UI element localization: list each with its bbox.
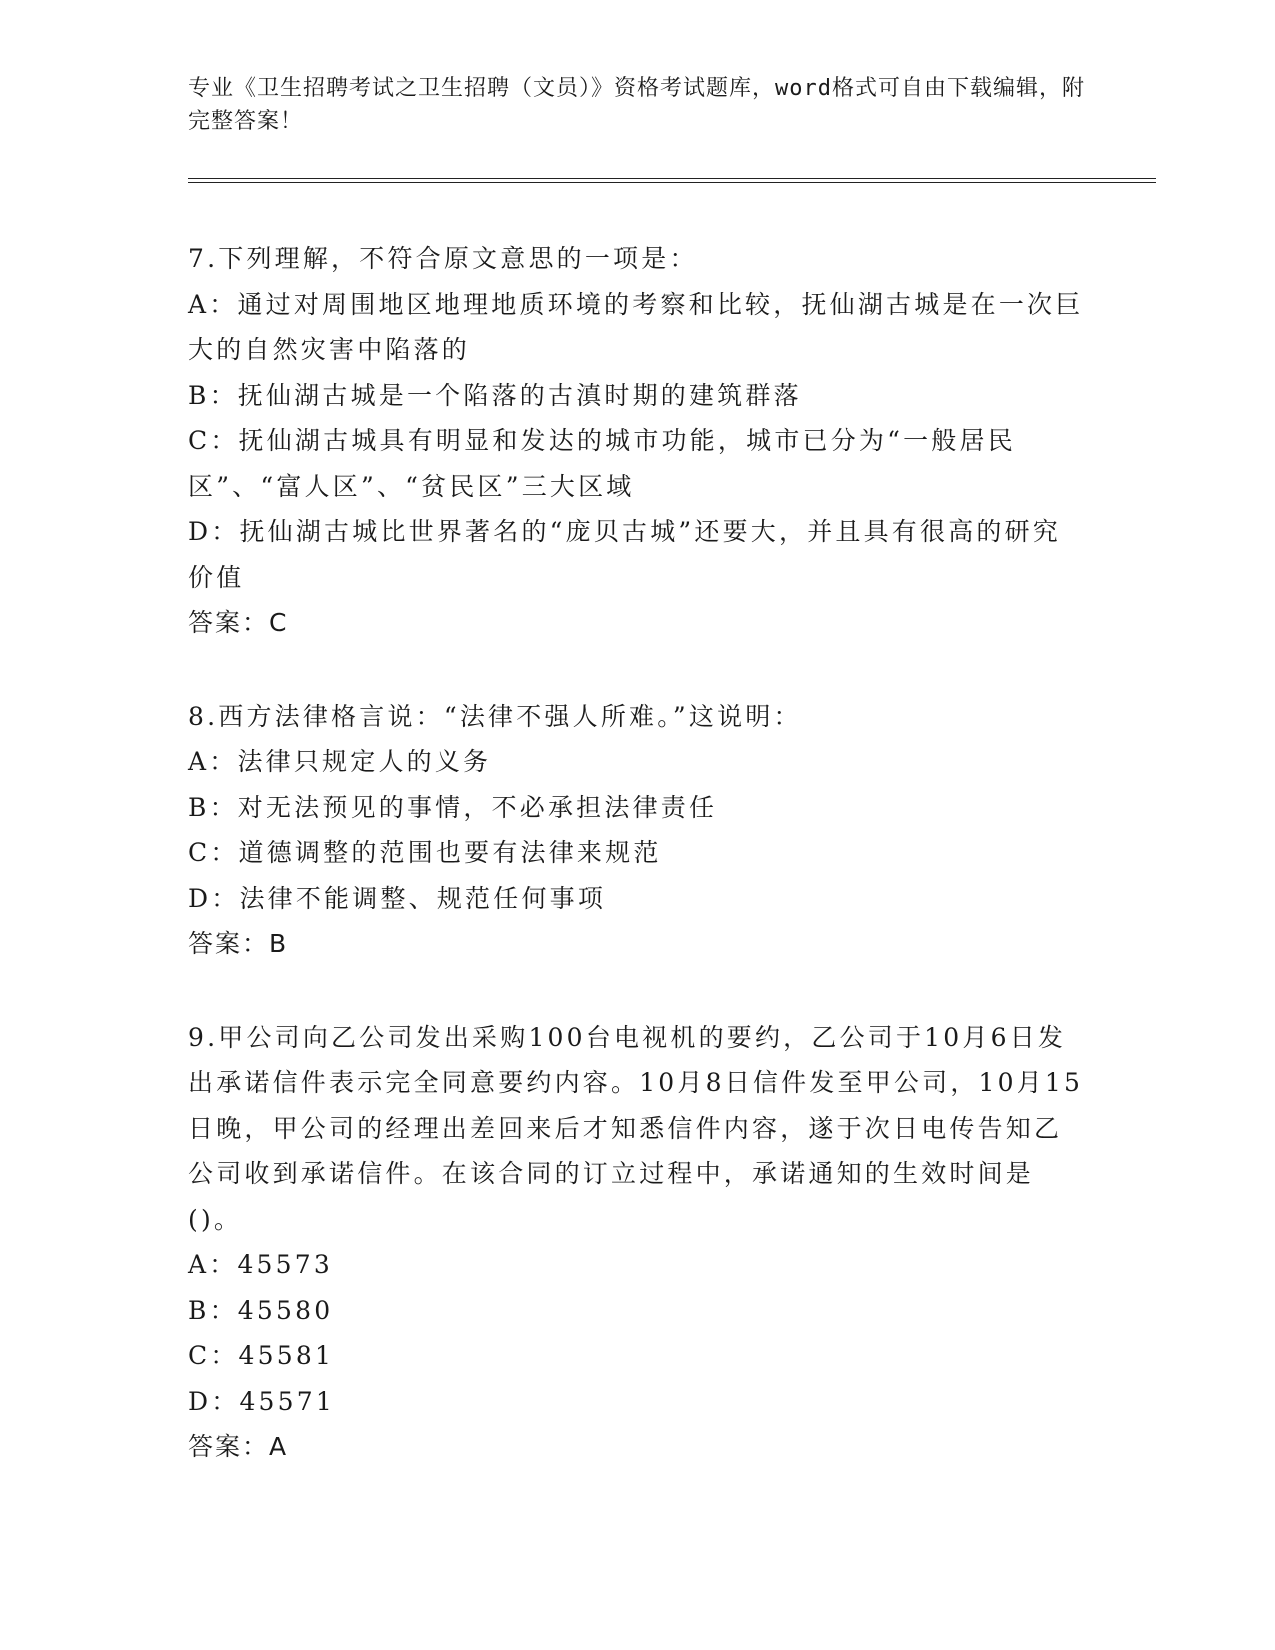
question-stem: 9.甲公司向乙公司发出采购100台电视机的要约，乙公司于10月6日发出承诺信件表示完全同意要约内容。10月8日信件发至甲公司，10月15日晚，甲公司的经理出差回来后才知悉信件内容，遂于次日电传告知乙公司收到承诺信件。在该合同的订立过程中，承诺通知的生效时间是()。	[188, 1022, 1084, 1234]
option-a: A：通过对周围地区地理地质环境的考察和比较，抚仙湖古城是在一次巨大的自然灾害中陷落的	[188, 289, 1084, 364]
question-stem: 7.下列理解，不符合原文意思的一项是：	[188, 244, 698, 273]
answer-label: 答案：A	[188, 1432, 289, 1461]
option-c: C：45581	[188, 1341, 335, 1370]
option-b: B：45580	[188, 1295, 334, 1325]
question-stem: 8.西方法律格言说：“法律不强人所难。”这说明：	[188, 701, 802, 731]
option-d: D：抚仙湖古城比世界著名的“庞贝古城”还要大，并且具有很高的研究价值	[188, 517, 1062, 592]
option-a: A：法律只规定人的义务	[188, 747, 492, 776]
header-divider	[188, 178, 1156, 183]
question-8	[188, 694, 1088, 967]
answer-label: 答案：C	[188, 608, 289, 637]
header-intro: 专业《卫生招聘考试之卫生招聘（文员）》资格考试题库，word格式可自由下载编辑，附完整答案！	[188, 76, 1085, 134]
answer-label: 答案：B	[188, 929, 289, 958]
option-b: B：对无法预见的事情，不必承担法律责任	[188, 792, 718, 822]
question-7	[188, 236, 1088, 646]
option-d: D：法律不能调整、规范任何事项	[188, 883, 607, 913]
option-a: A：45573	[188, 1250, 333, 1279]
option-b: B：抚仙湖古城是一个陷落的古滇时期的建筑群落	[188, 380, 802, 410]
option-d: D：45571	[188, 1386, 335, 1416]
option-c: C：道德调整的范围也要有法律来规范	[188, 838, 662, 867]
option-c: C：抚仙湖古城具有明显和发达的城市功能，城市已分为“一般居民区”、“富人区”、“贫民区”三大区域	[188, 426, 1016, 501]
question-list	[188, 236, 1088, 1518]
question-9	[188, 1015, 1088, 1470]
